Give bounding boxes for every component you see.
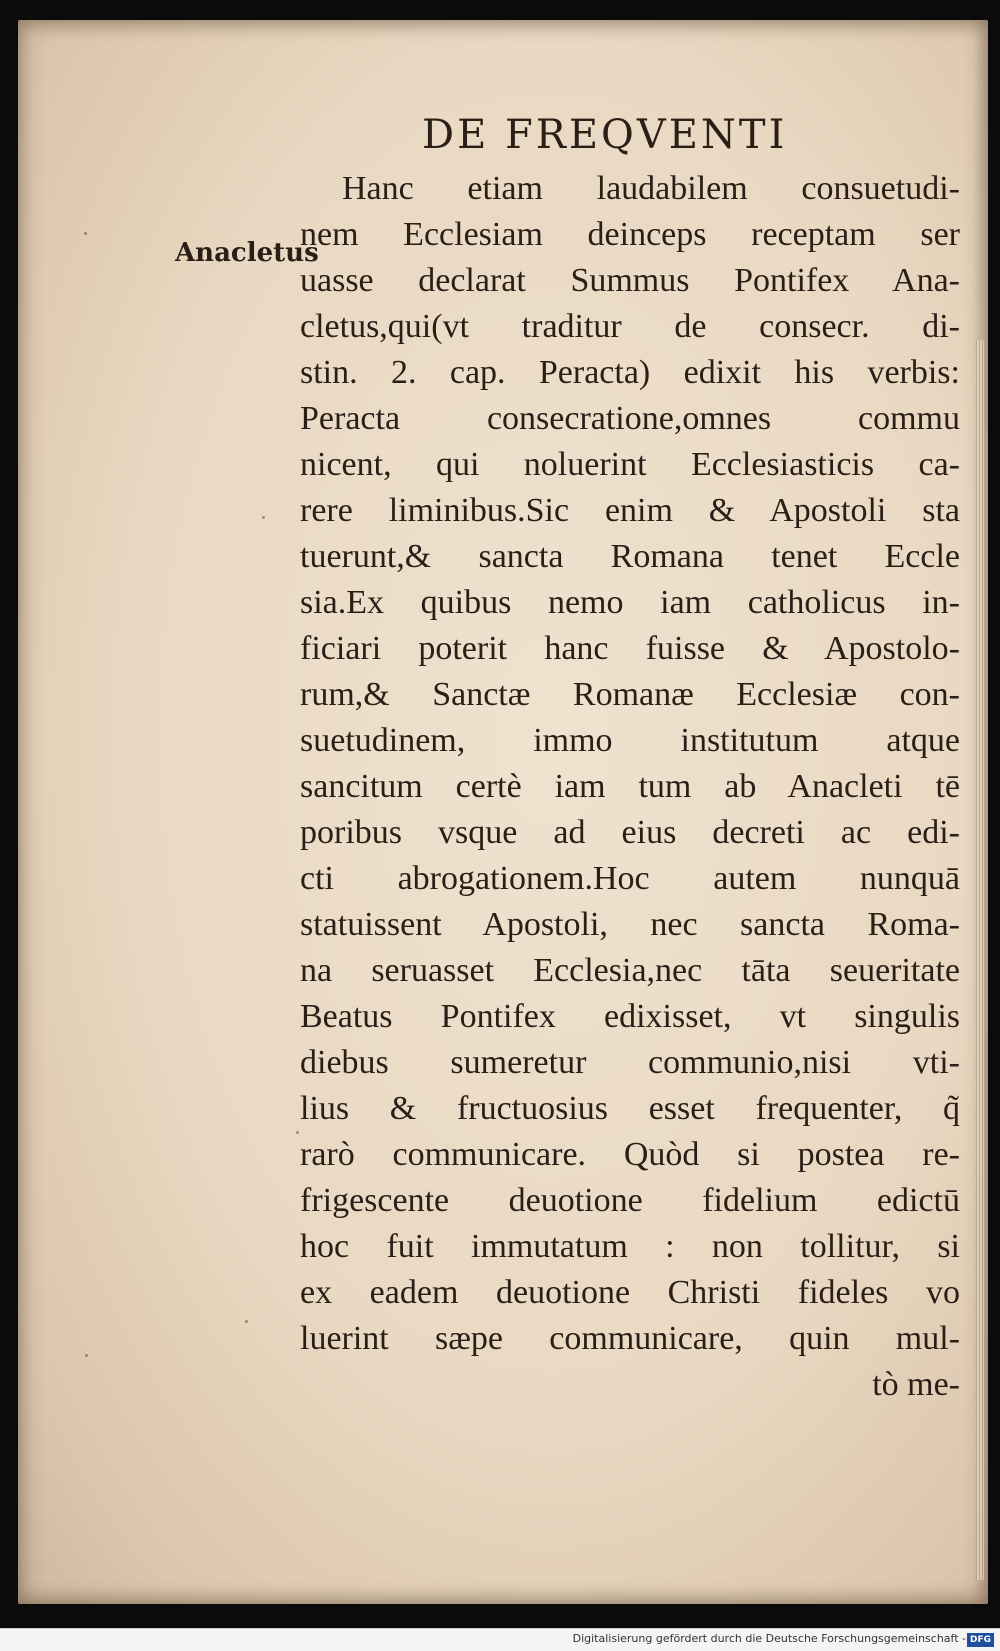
text-line: hoc fuit immutatum : non tollitur, si [300, 1228, 960, 1265]
text-line: rere liminibus.Sic enim & Apostoli sta [300, 492, 960, 529]
text-line: poribus vsque ad eius decreti ac edi- [300, 814, 960, 851]
footer-bar [0, 1628, 1000, 1651]
text-line: Beatus Pontifex edixisset, vt singulis [300, 998, 960, 1035]
text-line: ficiari poterit hanc fuisse & Apostolo- [300, 630, 960, 667]
funding-credit: Digitalisierung gefördert durch die Deutsche Forschungsgemeinschaft - [572, 1632, 966, 1645]
text-line: sancitum certè iam tum ab Anacleti tē [300, 768, 960, 805]
paper-speck [262, 516, 265, 519]
text-line: frigescente deuotione fidelium edictū [300, 1182, 960, 1219]
marginal-note: Anacletus [175, 238, 319, 268]
text-line: cti abrogationem.Hoc autem nunquā [300, 860, 960, 897]
text-line: sia.Ex quibus nemo iam catholicus in- [300, 584, 960, 621]
text-line: nicent, qui noluerint Ecclesiasticis ca- [300, 446, 960, 483]
text-line: rarò communicare. Quòd si postea re- [300, 1136, 960, 1173]
text-line: diebus sumeretur communio,nisi vti- [300, 1044, 960, 1081]
text-line: stin. 2. cap. Peracta) edixit his verbis: [300, 354, 960, 391]
text-line: lius & fructuosius esset frequenter, q̃ [300, 1090, 960, 1127]
text-line: statuissent Apostoli, nec sancta Roma- [300, 906, 960, 943]
catchword: tò me- [872, 1366, 960, 1403]
text-line: cletus,qui(vt traditur de consecr. di- [300, 308, 960, 345]
body-text [300, 166, 960, 1408]
text-line: tuerunt,& sancta Romana tenet Eccle [300, 538, 960, 575]
text-line: Hanc etiam laudabilem consuetudi- [342, 170, 960, 207]
paper-speck [245, 1320, 248, 1323]
paper-speck [85, 1354, 88, 1357]
text-line: rum,& Sanctæ Romanæ Ecclesiæ con- [300, 676, 960, 713]
text-line: suetudinem, immo institutum atque [300, 722, 960, 759]
text-line: uasse declarat Summus Pontifex Ana- [300, 262, 960, 299]
text-line: ex eadem deuotione Christi fideles vo [300, 1274, 960, 1311]
paper-speck [84, 232, 87, 235]
paper-speck [296, 1131, 299, 1134]
page-edge-shadow [976, 340, 984, 1580]
text-line: na seruasset Ecclesia,nec tāta seueritate [300, 952, 960, 989]
text-line: luerint sæpe communicare, quin mul- [300, 1320, 960, 1357]
running-head: DE FREQVENTI [422, 112, 788, 158]
text-line: nem Ecclesiam deinceps receptam ser [300, 216, 960, 253]
text-line: Peracta consecratione,omnes commu [300, 400, 960, 437]
dfg-logo: DFG [967, 1633, 994, 1647]
